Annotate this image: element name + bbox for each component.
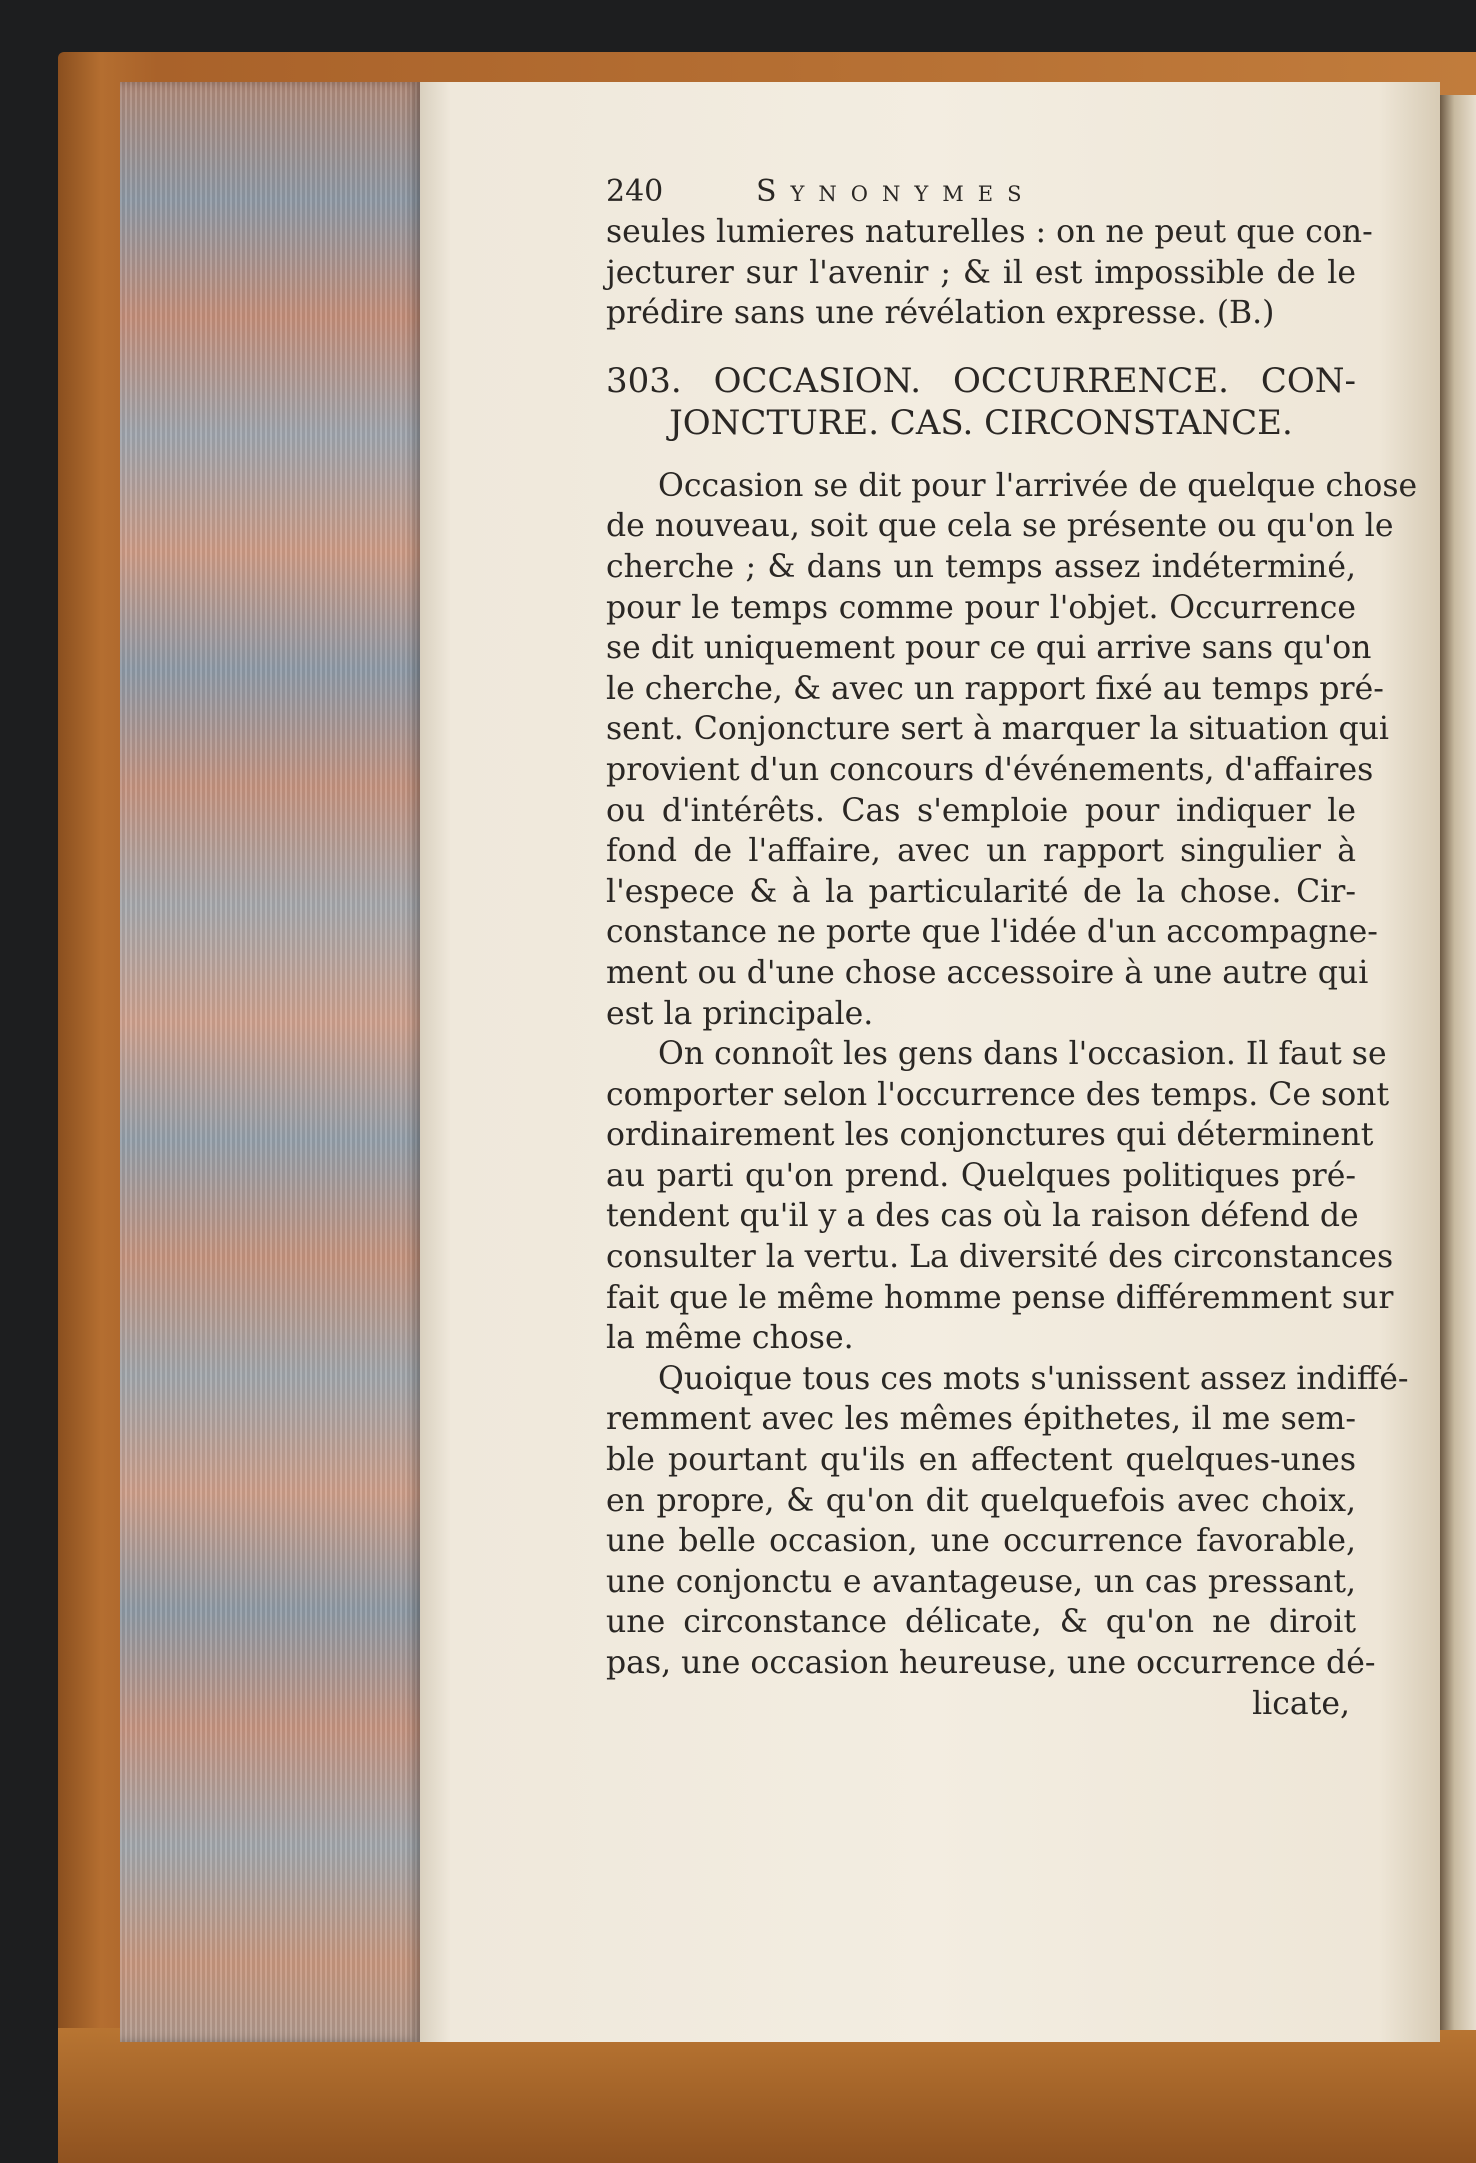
heading-line: 303. OCCASION. OCCURRENCE. CON- <box>606 360 1356 401</box>
text-line: Occasion se dit pour l'arrivée de quelque chose <box>658 467 1418 504</box>
page-edges <box>120 82 420 2042</box>
text-line: prédire sans une révélation expresse. (B.) <box>606 295 1275 332</box>
text-line: au parti qu'on prend. Quelques politiques pré- <box>606 1157 1356 1194</box>
page-number: 240 <box>606 174 664 209</box>
text-line: une belle occasion, une occurrence favorable, <box>606 1523 1356 1560</box>
text-line: remment avec les mêmes épithetes, il me sem- <box>606 1401 1356 1438</box>
text-line: est la principale. <box>606 995 874 1032</box>
text-line: Quoique tous ces mots s'unissent assez indiffé- <box>658 1360 1409 1397</box>
text-line: ble pourtant qu'ils en affectent quelques-unes <box>606 1442 1356 1479</box>
text-line: la même chose. <box>606 1320 854 1357</box>
text-line: constance ne porte que l'idée d'un accompagne- <box>606 914 1378 951</box>
text-line: une circonstance délicate, & qu'on ne diroit <box>606 1604 1356 1641</box>
paragraph-1 <box>606 466 1418 1034</box>
text-line: pas, une occasion heureuse, une occurrence dé- <box>606 1645 1376 1681</box>
text-line: jecturer sur l'avenir ; & il est impossible de le <box>606 254 1356 291</box>
text-line: consulter la vertu. La diversité des circonstances <box>606 1239 1394 1276</box>
text-line: en propre, & qu'on dit quelquefois avec choix, <box>606 1482 1356 1519</box>
text-line: de nouveau, soit que cela se présente ou qu'on le <box>606 508 1394 545</box>
text-line: provient d'un concours d'événements, d'affaires <box>606 751 1374 788</box>
running-title: Synonymes <box>756 174 1036 209</box>
text-line: se dit uniquement pour ce qui arrive sans qu'on <box>606 630 1372 667</box>
text-line: ment ou d'une chose accessoire à une autre qui <box>606 954 1369 991</box>
text-line: fond de l'affaire, avec un rapport singulier à <box>606 833 1356 870</box>
text-line: cherche ; & dans un temps assez indéterminé, <box>606 548 1356 585</box>
facing-page-edge <box>1440 95 1476 2030</box>
text-line: l'espece & à la particularité de la chose. Cir- <box>606 873 1356 910</box>
text-line: comporter selon l'occurrence des temps. Ce sont <box>606 1076 1390 1113</box>
paragraph-3 <box>606 1359 1409 1684</box>
book-cover-bottom <box>58 2028 1476 2163</box>
text-line: fait que le même homme pense différemment sur <box>606 1279 1394 1316</box>
text-line: seules lumieres naturelles : on ne peut que con- <box>606 214 1373 250</box>
heading-line: JONCTURE. CAS. CIRCONSTANCE. <box>669 402 1293 443</box>
text-line: tendent qu'il y a des cas où la raison défend de <box>606 1198 1359 1235</box>
paragraph-2 <box>606 1034 1394 1359</box>
text-line: pour le temps comme pour l'objet. Occurrence <box>606 589 1356 626</box>
text-line: ou d'intérêts. Cas s'emploie pour indiquer le <box>606 792 1356 829</box>
text-line: ordinairement les conjonctures qui déterminent <box>606 1117 1374 1154</box>
continued-text <box>606 212 1373 334</box>
catchword: licate, <box>1252 1685 1350 1722</box>
text-line: sent. Conjoncture sert à marquer la situation qui <box>606 711 1390 748</box>
text-line: On connoît les gens dans l'occasion. Il faut se <box>658 1036 1387 1073</box>
page-text <box>606 172 1418 1724</box>
text-line: une conjonctu e avantageuse, un cas pressant, <box>606 1563 1356 1600</box>
entry-heading <box>606 360 1356 444</box>
running-head <box>606 172 1356 214</box>
text-line: le cherche, & avec un rapport fixé au temps pré- <box>606 670 1384 707</box>
